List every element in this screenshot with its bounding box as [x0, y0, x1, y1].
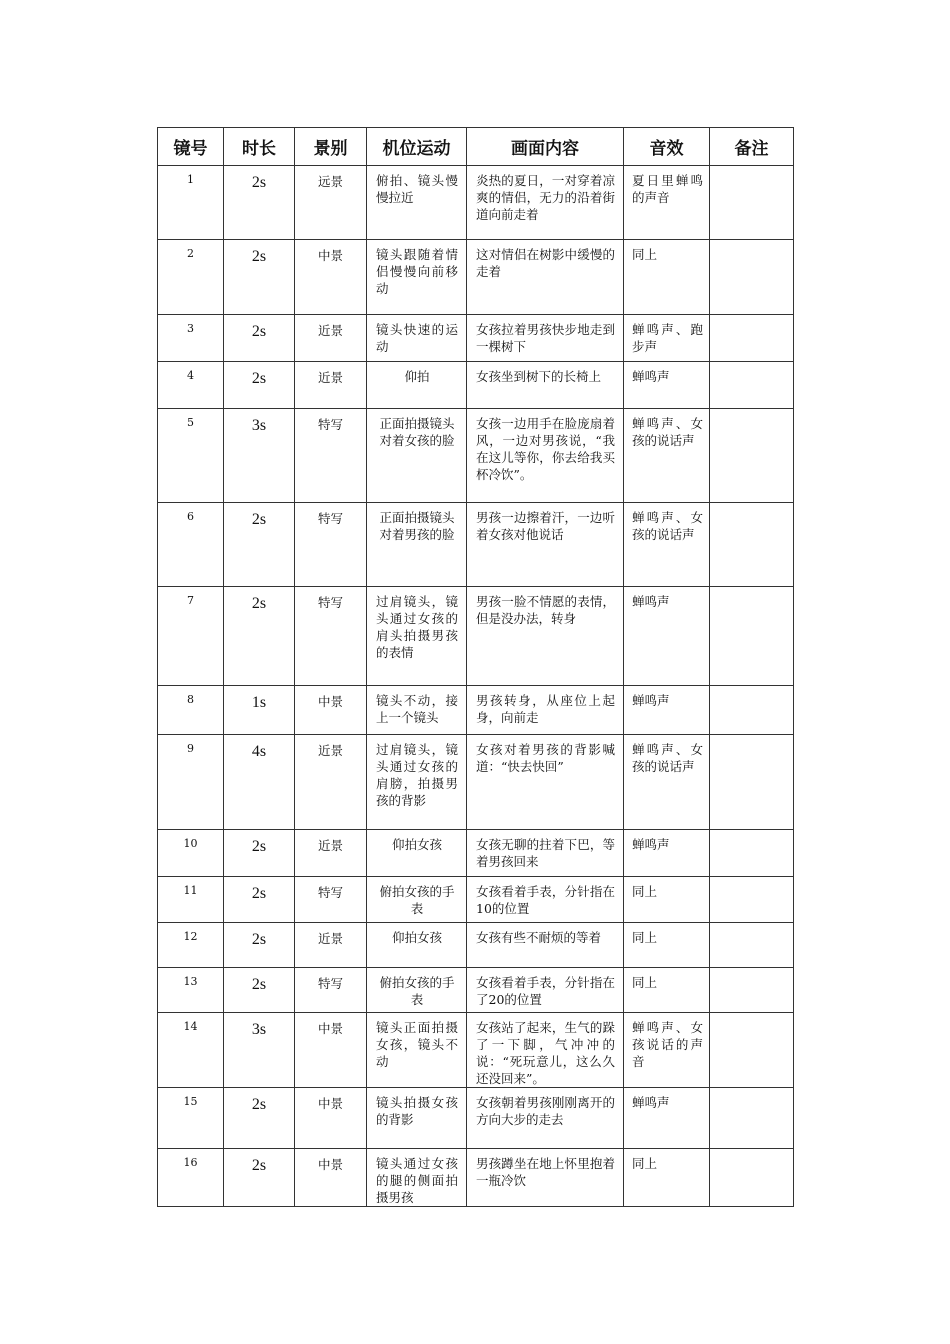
cell-shot-number: 6: [158, 503, 224, 587]
cell-shot-size: 特写: [295, 877, 367, 923]
header-sound: 音效: [624, 128, 710, 166]
cell-camera-movement: 正面拍摄镜头对着男孩的脸: [367, 503, 467, 587]
cell-sound: 同上: [624, 968, 710, 1013]
cell-camera-movement: 镜头拍摄女孩的背影: [367, 1088, 467, 1149]
cell-notes: [710, 503, 794, 587]
cell-notes: [710, 1013, 794, 1088]
cell-sound: 同上: [624, 1149, 710, 1207]
cell-sound: 蝉鸣声、女孩的说话声: [624, 735, 710, 830]
cell-camera-movement: 俯拍女孩的手表: [367, 968, 467, 1013]
cell-shot-size: 特写: [295, 409, 367, 503]
cell-duration: 2s: [224, 362, 295, 409]
header-shot-size: 景别: [295, 128, 367, 166]
cell-shot-size: 中景: [295, 240, 367, 315]
cell-notes: [710, 1149, 794, 1207]
cell-shot-number: 3: [158, 315, 224, 362]
cell-duration: 3s: [224, 1013, 295, 1088]
cell-notes: [710, 968, 794, 1013]
table-row: [158, 587, 794, 686]
cell-duration: 2s: [224, 587, 295, 686]
cell-frame-content: 女孩有些不耐烦的等着: [467, 923, 624, 968]
cell-duration: 2s: [224, 1088, 295, 1149]
storyboard-table: [157, 127, 794, 1207]
cell-shot-size: 中景: [295, 1088, 367, 1149]
cell-notes: [710, 166, 794, 240]
cell-shot-number: 16: [158, 1149, 224, 1207]
cell-sound: 蝉鸣声: [624, 686, 710, 735]
cell-notes: [710, 409, 794, 503]
cell-shot-size: 特写: [295, 587, 367, 686]
table-row: [158, 503, 794, 587]
table-row: [158, 1149, 794, 1207]
cell-shot-size: 近景: [295, 315, 367, 362]
cell-shot-size: 近景: [295, 923, 367, 968]
cell-camera-movement: 仰拍女孩: [367, 830, 467, 877]
cell-shot-number: 8: [158, 686, 224, 735]
table-row: [158, 686, 794, 735]
cell-frame-content: 男孩一边擦着汗，一边听着女孩对他说话: [467, 503, 624, 587]
cell-camera-movement: 镜头不动，接上一个镜头: [367, 686, 467, 735]
cell-sound: 蝉鸣声、女孩说话的声音: [624, 1013, 710, 1088]
cell-shot-size: 特写: [295, 503, 367, 587]
cell-notes: [710, 362, 794, 409]
cell-frame-content: 女孩看着手表，分针指在10的位置: [467, 877, 624, 923]
cell-notes: [710, 877, 794, 923]
cell-sound: 同上: [624, 240, 710, 315]
cell-notes: [710, 830, 794, 877]
cell-notes: [710, 315, 794, 362]
cell-camera-movement: 镜头通过女孩的腿的侧面拍摄男孩: [367, 1149, 467, 1207]
cell-frame-content: 女孩无聊的拄着下巴，等着男孩回来: [467, 830, 624, 877]
table-row: [158, 409, 794, 503]
cell-notes: [710, 735, 794, 830]
table-row: [158, 1013, 794, 1088]
table-row: [158, 923, 794, 968]
cell-notes: [710, 587, 794, 686]
table-row: [158, 362, 794, 409]
cell-frame-content: 炎热的夏日，一对穿着凉爽的情侣，无力的沿着街道向前走着: [467, 166, 624, 240]
cell-frame-content: 女孩看着手表，分针指在了20的位置: [467, 968, 624, 1013]
cell-duration: 2s: [224, 923, 295, 968]
cell-shot-number: 4: [158, 362, 224, 409]
cell-duration: 2s: [224, 830, 295, 877]
cell-duration: 1s: [224, 686, 295, 735]
cell-notes: [710, 923, 794, 968]
cell-frame-content: 男孩转身，从座位上起身，向前走: [467, 686, 624, 735]
cell-camera-movement: 仰拍女孩: [367, 923, 467, 968]
cell-shot-number: 10: [158, 830, 224, 877]
cell-duration: 3s: [224, 409, 295, 503]
cell-shot-number: 11: [158, 877, 224, 923]
cell-sound: 蝉鸣声: [624, 1088, 710, 1149]
table-row: [158, 1088, 794, 1149]
cell-sound: 夏日里蝉鸣的声音: [624, 166, 710, 240]
cell-notes: [710, 240, 794, 315]
cell-duration: 2s: [224, 1149, 295, 1207]
cell-notes: [710, 1088, 794, 1149]
header-frame-content: 画面内容: [467, 128, 624, 166]
cell-frame-content: 女孩一边用手在脸庞扇着风，一边对男孩说，“我在这儿等你，你去给我买杯冷饮”。: [467, 409, 624, 503]
cell-shot-size: 中景: [295, 1149, 367, 1207]
cell-duration: 2s: [224, 968, 295, 1013]
table-row: [158, 735, 794, 830]
cell-camera-movement: 镜头快速的运动: [367, 315, 467, 362]
cell-sound: 蝉鸣声: [624, 587, 710, 686]
cell-frame-content: 女孩坐到树下的长椅上: [467, 362, 624, 409]
cell-notes: [710, 686, 794, 735]
table-row: [158, 968, 794, 1013]
cell-duration: 2s: [224, 503, 295, 587]
cell-frame-content: 女孩拉着男孩快步地走到一棵树下: [467, 315, 624, 362]
cell-shot-size: 中景: [295, 686, 367, 735]
cell-shot-size: 近景: [295, 830, 367, 877]
cell-frame-content: 男孩一脸不情愿的表情，但是没办法，转身: [467, 587, 624, 686]
cell-shot-number: 12: [158, 923, 224, 968]
cell-frame-content: 女孩对着男孩的背影喊道：“快去快回”: [467, 735, 624, 830]
cell-frame-content: 男孩蹲坐在地上怀里抱着一瓶冷饮: [467, 1149, 624, 1207]
cell-frame-content: 女孩站了起来，生气的跺了一下脚，气冲冲的说：“死玩意儿，这么久还没回来”。: [467, 1013, 624, 1088]
cell-sound: 蝉鸣声: [624, 362, 710, 409]
cell-duration: 2s: [224, 877, 295, 923]
cell-duration: 2s: [224, 166, 295, 240]
cell-shot-number: 5: [158, 409, 224, 503]
cell-camera-movement: 仰拍: [367, 362, 467, 409]
header-row: [158, 128, 794, 166]
header-duration: 时长: [224, 128, 295, 166]
cell-frame-content: 这对情侣在树影中缓慢的走着: [467, 240, 624, 315]
table-row: [158, 877, 794, 923]
cell-shot-size: 特写: [295, 968, 367, 1013]
cell-sound: 蝉鸣声、女孩的说话声: [624, 409, 710, 503]
cell-shot-number: 15: [158, 1088, 224, 1149]
cell-sound: 蝉鸣声、跑步声: [624, 315, 710, 362]
table-row: [158, 315, 794, 362]
cell-camera-movement: 正面拍摄镜头对着女孩的脸: [367, 409, 467, 503]
cell-shot-size: 中景: [295, 1013, 367, 1088]
cell-shot-size: 近景: [295, 362, 367, 409]
cell-camera-movement: 镜头跟随着情侣慢慢向前移动: [367, 240, 467, 315]
cell-sound: 蝉鸣声、女孩的说话声: [624, 503, 710, 587]
table-row: [158, 166, 794, 240]
cell-frame-content: 女孩朝着男孩刚刚离开的方向大步的走去: [467, 1088, 624, 1149]
cell-camera-movement: 俯拍、镜头慢慢拉近: [367, 166, 467, 240]
cell-sound: 同上: [624, 877, 710, 923]
header-notes: 备注: [710, 128, 794, 166]
cell-shot-number: 2: [158, 240, 224, 315]
table-row: [158, 830, 794, 877]
cell-shot-number: 13: [158, 968, 224, 1013]
header-camera-movement: 机位运动: [367, 128, 467, 166]
cell-duration: 4s: [224, 735, 295, 830]
cell-shot-size: 近景: [295, 735, 367, 830]
cell-shot-size: 远景: [295, 166, 367, 240]
cell-camera-movement: 镜头正面拍摄女孩，镜头不动: [367, 1013, 467, 1088]
cell-camera-movement: 过肩镜头，镜头通过女孩的肩头拍摄男孩的表情: [367, 587, 467, 686]
cell-camera-movement: 过肩镜头，镜头通过女孩的肩膀，拍摄男孩的背影: [367, 735, 467, 830]
cell-camera-movement: 俯拍女孩的手表: [367, 877, 467, 923]
cell-sound: 蝉鸣声: [624, 830, 710, 877]
table-row: [158, 240, 794, 315]
cell-duration: 2s: [224, 240, 295, 315]
cell-shot-number: 1: [158, 166, 224, 240]
cell-duration: 2s: [224, 315, 295, 362]
cell-shot-number: 7: [158, 587, 224, 686]
cell-sound: 同上: [624, 923, 710, 968]
cell-shot-number: 14: [158, 1013, 224, 1088]
header-shot-number: 镜号: [158, 128, 224, 166]
cell-shot-number: 9: [158, 735, 224, 830]
